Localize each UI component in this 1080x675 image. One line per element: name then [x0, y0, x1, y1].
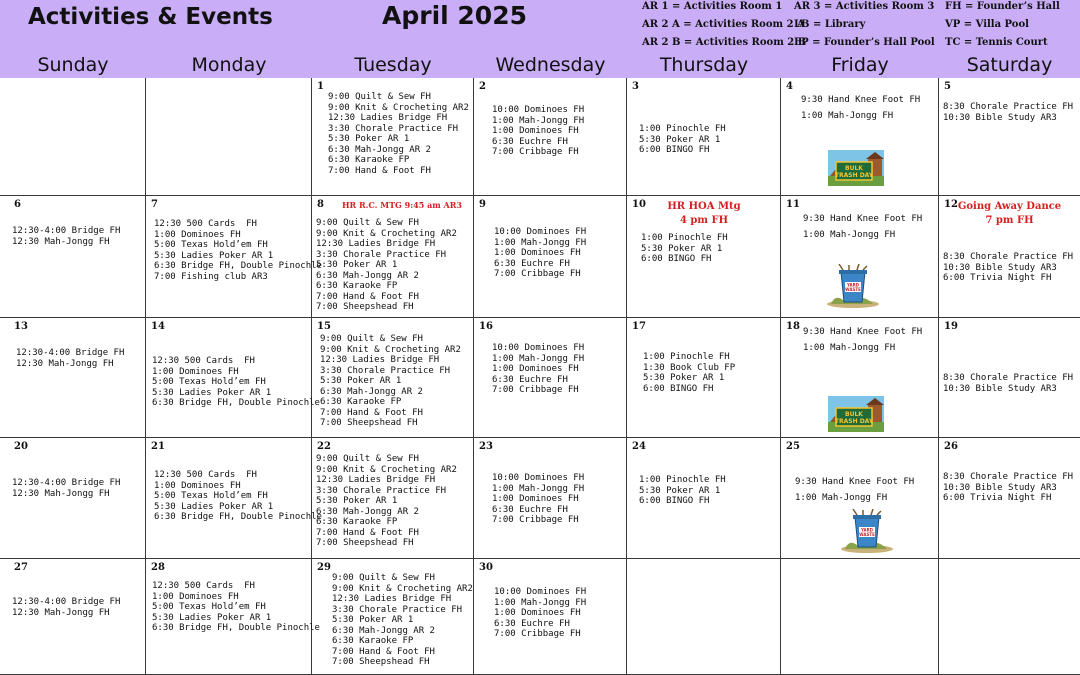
day-number: 7 — [151, 199, 158, 210]
event-item: 1:00 Mah-Jongg FH — [492, 353, 585, 364]
event-list — [943, 472, 1073, 504]
legend-ar2a: AR 2 A = Activities Room 2 A — [642, 19, 805, 30]
day-number: 11 — [786, 199, 800, 210]
event-item: 10:30 Bible Study AR3 — [943, 383, 1057, 394]
day-number: 20 — [14, 441, 28, 452]
event-item: 6:30 Bridge FH, Double Pinochle — [152, 398, 320, 408]
event-list — [12, 597, 120, 618]
event-list — [492, 105, 584, 158]
day-header-saturday: Saturday — [966, 54, 1053, 76]
day-cell-3 — [627, 78, 781, 196]
event-item: 9:00 Quilt & Sew FH — [316, 218, 419, 228]
event-list — [16, 348, 124, 369]
day-number: 26 — [944, 441, 958, 452]
event-item: 12:30 Ladies Bridge FH — [316, 475, 436, 485]
event-note-line: Going Away Dance — [957, 201, 1062, 212]
day-cell-empty — [0, 78, 146, 196]
day-cell-2 — [474, 78, 627, 196]
event-item: 6:00 BINGO FH — [639, 496, 710, 506]
day-number: 23 — [479, 441, 493, 452]
day-number: 14 — [151, 321, 165, 332]
day-cell-4 — [781, 78, 939, 196]
day-cell-20 — [0, 438, 146, 559]
event-item: 7:00 Cribbage FH — [492, 147, 579, 157]
bulk-label: BULK — [845, 411, 863, 418]
event-list — [494, 587, 586, 640]
event-item: 12:30 Ladies Bridge FH — [316, 239, 436, 249]
event-item: 6:30 Bridge FH, Double Pinochle — [154, 261, 322, 271]
event-item: 6:30 Karaoke FP — [316, 517, 398, 527]
event-item: 8:30 Chorale Practice FH — [943, 252, 1074, 262]
event-list — [494, 227, 586, 280]
day-number: 10 — [632, 199, 646, 210]
event-item: 1:00 Dominoes FH — [494, 608, 581, 618]
event-item: 6:00 BINGO FH — [639, 145, 710, 155]
event-item: 6:30 Bridge FH, Double Pinochle — [152, 623, 320, 633]
event-note — [627, 200, 781, 228]
event-item: 12:30 500 Cards FH — [154, 470, 257, 480]
event-item: 9:30 Hand Knee Foot FH — [803, 214, 923, 224]
event-list — [12, 478, 120, 499]
event-item: 6:00 BINGO FH — [641, 254, 712, 264]
event-item: 7:00 Hand & Foot FH — [316, 291, 419, 302]
calendar-grid — [0, 78, 1080, 675]
day-cell-6 — [0, 196, 146, 318]
event-item: 10:00 Dominoes FH — [492, 343, 585, 353]
event-item: 10:00 Dominoes FH — [492, 473, 585, 483]
event-item: 12:30 500 Cards FH — [152, 356, 255, 366]
month-title: April 2025 — [382, 1, 527, 30]
day-cell-21 — [146, 438, 322, 559]
event-list — [943, 252, 1073, 284]
event-item: 5:00 Texas Hold’em FH — [152, 377, 266, 387]
event-item: 1:00 Mah-Jongg FH — [803, 230, 896, 240]
event-list — [801, 92, 920, 124]
day-number: 17 — [632, 321, 646, 332]
event-item: 6:30 Mah-Jongg AR 2 — [316, 270, 419, 281]
event-item: 7:00 Hand & Foot FH — [316, 527, 419, 538]
event-item: 9:00 Quilt & Sew FH — [320, 334, 423, 344]
day-cell-28 — [146, 559, 320, 675]
event-item: 7:00 Cribbage FH — [492, 385, 579, 395]
event-item: 10:30 Bible Study AR3 — [943, 482, 1057, 493]
event-list — [316, 218, 457, 313]
event-item: 3:30 Chorale Practice FH — [316, 485, 447, 496]
legend-ar1: AR 1 = Activities Room 1 — [642, 1, 783, 12]
event-item: 6:30 Mah-Jongg AR 2 — [328, 144, 431, 155]
event-item: 5:30 Poker AR 1 — [316, 260, 398, 270]
event-item: 6:30 Mah-Jongg AR 2 — [316, 506, 419, 517]
event-item: 6:30 Bridge FH, Double Pinochle — [154, 512, 322, 522]
event-item: 7:00 Cribbage FH — [494, 629, 581, 639]
event-item: 1:00 Dominoes FH — [152, 591, 239, 602]
event-item: 3:30 Chorale Practice FH — [320, 365, 451, 376]
day-number: 19 — [944, 321, 958, 332]
event-list — [803, 211, 922, 243]
event-item: 12:30 500 Cards FH — [152, 581, 255, 591]
day-number: 2 — [479, 81, 486, 92]
event-item: 5:30 Poker AR 1 — [320, 376, 402, 386]
event-item: 6:30 Euchre FH — [492, 136, 568, 147]
event-item: 9:00 Knit & Crocheting AR2 — [320, 344, 461, 355]
day-header-tuesday: Tuesday — [354, 54, 432, 76]
event-item: 3:30 Chorale Practice FH — [328, 123, 459, 134]
yard-label: YARD — [846, 282, 860, 288]
event-item: 10:00 Dominoes FH — [494, 587, 587, 597]
event-note-line: HR HOA Mtg — [667, 201, 741, 212]
event-list — [943, 102, 1073, 123]
day-cell-26 — [939, 438, 1080, 559]
waste-label: WASTE — [859, 532, 875, 537]
legend-lb: LB = Library — [794, 19, 866, 30]
event-item: 1:30 Book Club FP — [643, 362, 736, 373]
day-number: 3 — [632, 81, 639, 92]
event-item: 7:00 Cribbage FH — [492, 515, 579, 525]
event-item: 6:00 Trivia Night FH — [943, 273, 1052, 283]
event-list — [492, 473, 584, 526]
event-list — [641, 233, 728, 265]
event-item: 9:00 Quilt & Sew FH — [328, 92, 431, 102]
day-header-thursday: Thursday — [659, 54, 749, 76]
day-number: 18 — [786, 321, 800, 332]
legend-fh: FH = Founder’s Hall — [945, 1, 1060, 12]
event-item: 6:30 Mah-Jongg AR 2 — [332, 625, 435, 636]
waste-label: WASTE — [845, 287, 861, 292]
day-header-wednesday: Wednesday — [495, 54, 606, 76]
yard-waste-bin-image — [825, 264, 881, 308]
day-cell-17 — [627, 318, 781, 438]
day-cell-19 — [939, 318, 1080, 438]
day-cell-10 — [627, 196, 781, 318]
event-item: 10:00 Dominoes FH — [494, 227, 587, 237]
day-cell-22 — [312, 438, 474, 559]
event-item: 9:00 Knit & Crocheting AR2 — [316, 228, 457, 239]
bulk-label: BULK — [845, 165, 863, 172]
event-list — [152, 581, 320, 634]
legend-ar2b: AR 2 B = Activities Room 2 B — [642, 37, 807, 48]
event-item: 5:30 Poker AR 1 — [643, 373, 725, 383]
event-list — [320, 334, 461, 429]
day-number: 24 — [632, 441, 646, 452]
event-item: 1:00 Dominoes FH — [152, 366, 239, 377]
day-cell-empty — [146, 78, 312, 196]
day-header-monday: Monday — [191, 54, 267, 76]
day-cell-empty — [627, 559, 781, 675]
event-item: 5:30 Poker AR 1 — [328, 134, 410, 144]
event-item: 1:00 Mah-Jongg FH — [492, 115, 585, 126]
event-item: 6:30 Mah-Jongg AR 2 — [320, 386, 423, 397]
event-item: 12:30 Ladies Bridge FH — [332, 594, 452, 604]
event-item: 8:30 Chorale Practice FH — [943, 102, 1074, 112]
event-item: 1:00 Dominoes FH — [492, 126, 579, 136]
event-item: 5:30 Poker AR 1 — [639, 134, 721, 145]
event-item: 1:00 Mah-Jongg FH — [803, 343, 896, 353]
trash-day-label: TRASH DAY — [834, 172, 874, 179]
day-number: 22 — [317, 441, 331, 452]
event-item: 7:00 Sheepshead FH — [332, 657, 430, 667]
event-list — [328, 92, 469, 176]
day-number: 28 — [151, 562, 165, 573]
day-number: 8 — [317, 199, 324, 210]
event-list — [152, 356, 320, 409]
day-cell-13 — [0, 318, 146, 438]
event-list — [639, 124, 726, 156]
event-item: 1:00 Mah-Jongg FH — [494, 237, 587, 248]
event-item: 12:30-4:00 Bridge FH — [12, 478, 121, 488]
event-item: 5:30 Ladies Poker AR 1 — [154, 501, 274, 512]
event-item: 12:30-4:00 Bridge FH — [12, 226, 121, 236]
event-item: 1:00 Dominoes FH — [492, 364, 579, 374]
event-list — [154, 470, 322, 523]
event-item: 6:00 Trivia Night FH — [943, 493, 1052, 503]
day-number: 4 — [786, 81, 793, 92]
day-cell-25 — [781, 438, 939, 559]
day-number: 12 — [944, 199, 958, 210]
event-item: 5:00 Texas Hold’em FH — [152, 602, 266, 612]
event-item: 9:00 Quilt & Sew FH — [332, 573, 435, 583]
day-cell-11 — [781, 196, 939, 318]
event-note — [939, 200, 1080, 228]
event-note: HR R.C. MTG 9:45 am AR3 — [342, 200, 462, 210]
event-item: 6:00 BINGO FH — [643, 383, 714, 394]
day-number: 30 — [479, 562, 493, 573]
legend-fp: FP = Founder’s Hall Pool — [794, 37, 935, 48]
event-item: 6:30 Karaoke FP — [328, 155, 410, 165]
event-item: 5:00 Texas Hold’em FH — [154, 240, 268, 250]
legend-vp: VP = Villa Pool — [945, 19, 1029, 30]
event-note-line: 4 pm FH — [679, 215, 729, 226]
bulk-trash-day-image — [828, 396, 884, 432]
day-number: 21 — [151, 441, 165, 452]
day-cell-empty — [939, 559, 1080, 675]
event-item: 6:30 Karaoke FP — [332, 636, 414, 646]
event-item: 1:00 Pinochle FH — [639, 124, 726, 134]
event-item: 5:30 Ladies Poker AR 1 — [152, 612, 272, 623]
event-item: 5:00 Texas Hold’em FH — [154, 491, 268, 501]
event-item: 6:30 Euchre FH — [494, 258, 570, 269]
event-list — [154, 219, 322, 282]
event-item: 12:30 500 Cards FH — [154, 219, 257, 229]
event-item: 12:30 Mah-Jongg FH — [12, 236, 110, 247]
event-item: 9:30 Hand Knee Foot FH — [803, 327, 923, 337]
event-item: 6:30 Euchre FH — [494, 618, 570, 629]
event-item: 9:30 Hand Knee Foot FH — [795, 477, 915, 487]
bulk-trash-day-image — [828, 150, 884, 186]
event-item: 3:30 Chorale Practice FH — [332, 604, 463, 615]
event-item: 8:30 Chorale Practice FH — [943, 373, 1074, 383]
event-list — [639, 475, 726, 507]
event-item: 1:00 Mah-Jongg FH — [795, 493, 888, 503]
yard-waste-bin-image — [839, 509, 895, 553]
day-number: 16 — [479, 321, 493, 332]
page-title: Activities & Events — [28, 4, 273, 30]
day-number: 6 — [14, 199, 21, 210]
event-item: 12:30-4:00 Bridge FH — [16, 348, 125, 358]
day-number: 27 — [14, 562, 28, 573]
event-item: 9:00 Knit & Crocheting AR2 — [328, 102, 469, 113]
event-item: 5:30 Poker AR 1 — [332, 615, 414, 625]
day-number: 1 — [317, 81, 324, 92]
day-number: 9 — [479, 199, 486, 210]
event-item: 9:00 Knit & Crocheting AR2 — [332, 583, 473, 594]
day-cell-1 — [312, 78, 474, 196]
event-item: 7:00 Sheepshead FH — [320, 418, 418, 428]
day-number: 15 — [317, 321, 331, 332]
event-list — [12, 226, 120, 247]
event-item: 1:00 Dominoes FH — [154, 229, 241, 240]
event-list — [943, 373, 1073, 394]
day-cell-24 — [627, 438, 781, 559]
day-cell-23 — [474, 438, 627, 559]
day-cell-18 — [781, 318, 939, 438]
event-item: 6:30 Karaoke FP — [320, 397, 402, 407]
event-item: 1:00 Mah-Jongg FH — [801, 111, 894, 121]
event-list — [332, 573, 473, 668]
event-item: 5:30 Poker AR 1 — [641, 243, 723, 254]
day-cell-9 — [474, 196, 627, 318]
day-cell-empty — [781, 559, 939, 675]
event-item: 12:30 Mah-Jongg FH — [12, 488, 110, 499]
event-item: 3:30 Chorale Practice FH — [316, 249, 447, 260]
day-header-friday: Friday — [831, 54, 889, 76]
event-list — [492, 343, 584, 396]
day-cell-12 — [939, 196, 1080, 318]
event-item: 7:00 Hand & Foot FH — [332, 646, 435, 657]
day-cell-8 — [312, 196, 474, 318]
day-number: 25 — [786, 441, 800, 452]
event-item: 6:30 Karaoke FP — [316, 281, 398, 291]
event-item: 7:00 Hand & Foot FH — [320, 407, 423, 418]
event-item: 5:30 Poker AR 1 — [316, 496, 398, 506]
event-item: 9:30 Hand Knee Foot FH — [801, 95, 921, 105]
event-list — [795, 474, 914, 506]
event-item: 1:00 Dominoes FH — [154, 480, 241, 491]
event-item: 5:30 Poker AR 1 — [639, 485, 721, 496]
day-number: 29 — [317, 562, 331, 573]
header-banner — [0, 0, 1080, 78]
event-list — [316, 454, 457, 549]
event-item: 1:00 Mah-Jongg FH — [492, 483, 585, 494]
event-list — [803, 324, 922, 356]
event-item: 12:30 Ladies Bridge FH — [320, 355, 440, 365]
day-cell-5 — [939, 78, 1080, 196]
event-item: 1:00 Pinochle FH — [639, 475, 726, 485]
event-item: 5:30 Ladies Poker AR 1 — [154, 250, 274, 261]
event-item: 1:00 Pinochle FH — [643, 352, 730, 362]
event-item: 10:30 Bible Study AR3 — [943, 262, 1057, 273]
event-item: 12:30-4:00 Bridge FH — [12, 597, 121, 607]
event-item: 7:00 Fishing club AR3 — [154, 271, 268, 282]
event-item: 6:30 Euchre FH — [492, 504, 568, 515]
day-number: 5 — [944, 81, 951, 92]
event-item: 10:00 Dominoes FH — [492, 105, 585, 115]
event-item: 6:30 Euchre FH — [492, 374, 568, 385]
trash-day-label: TRASH DAY — [834, 418, 874, 425]
event-item: 8:30 Chorale Practice FH — [943, 472, 1074, 482]
day-header-sunday: Sunday — [37, 54, 109, 76]
event-item: 1:00 Dominoes FH — [492, 494, 579, 504]
event-item: 10:30 Bible Study AR3 — [943, 112, 1057, 123]
event-item: 1:00 Pinochle FH — [641, 233, 728, 243]
event-list — [643, 352, 735, 394]
day-number: 13 — [14, 321, 28, 332]
yard-label: YARD — [860, 527, 874, 533]
event-item: 7:00 Hand & Foot FH — [328, 165, 431, 176]
day-cell-30 — [474, 559, 627, 675]
event-item: 7:00 Sheepshead FH — [316, 302, 414, 312]
event-item: 1:00 Mah-Jongg FH — [494, 597, 587, 608]
event-item: 12:30 Mah-Jongg FH — [12, 607, 110, 618]
event-item: 7:00 Sheepshead FH — [316, 538, 414, 548]
event-item: 12:30 Mah-Jongg FH — [16, 358, 114, 369]
legend-tc: TC = Tennis Court — [945, 37, 1048, 48]
event-item: 7:00 Cribbage FH — [494, 269, 581, 279]
event-item: 12:30 Ladies Bridge FH — [328, 113, 448, 123]
day-cell-27 — [0, 559, 146, 675]
day-cell-14 — [146, 318, 320, 438]
day-cell-29 — [312, 559, 474, 675]
day-cell-15 — [312, 318, 474, 438]
event-note-line: 7 pm FH — [985, 215, 1034, 226]
legend-ar3: AR 3 = Activities Room 3 — [794, 1, 935, 12]
event-item: 9:00 Knit & Crocheting AR2 — [316, 464, 457, 475]
event-item: 9:00 Quilt & Sew FH — [316, 454, 419, 464]
day-cell-16 — [474, 318, 627, 438]
event-item: 1:00 Dominoes FH — [494, 248, 581, 258]
event-item: 5:30 Ladies Poker AR 1 — [152, 387, 272, 398]
day-cell-7 — [146, 196, 322, 318]
